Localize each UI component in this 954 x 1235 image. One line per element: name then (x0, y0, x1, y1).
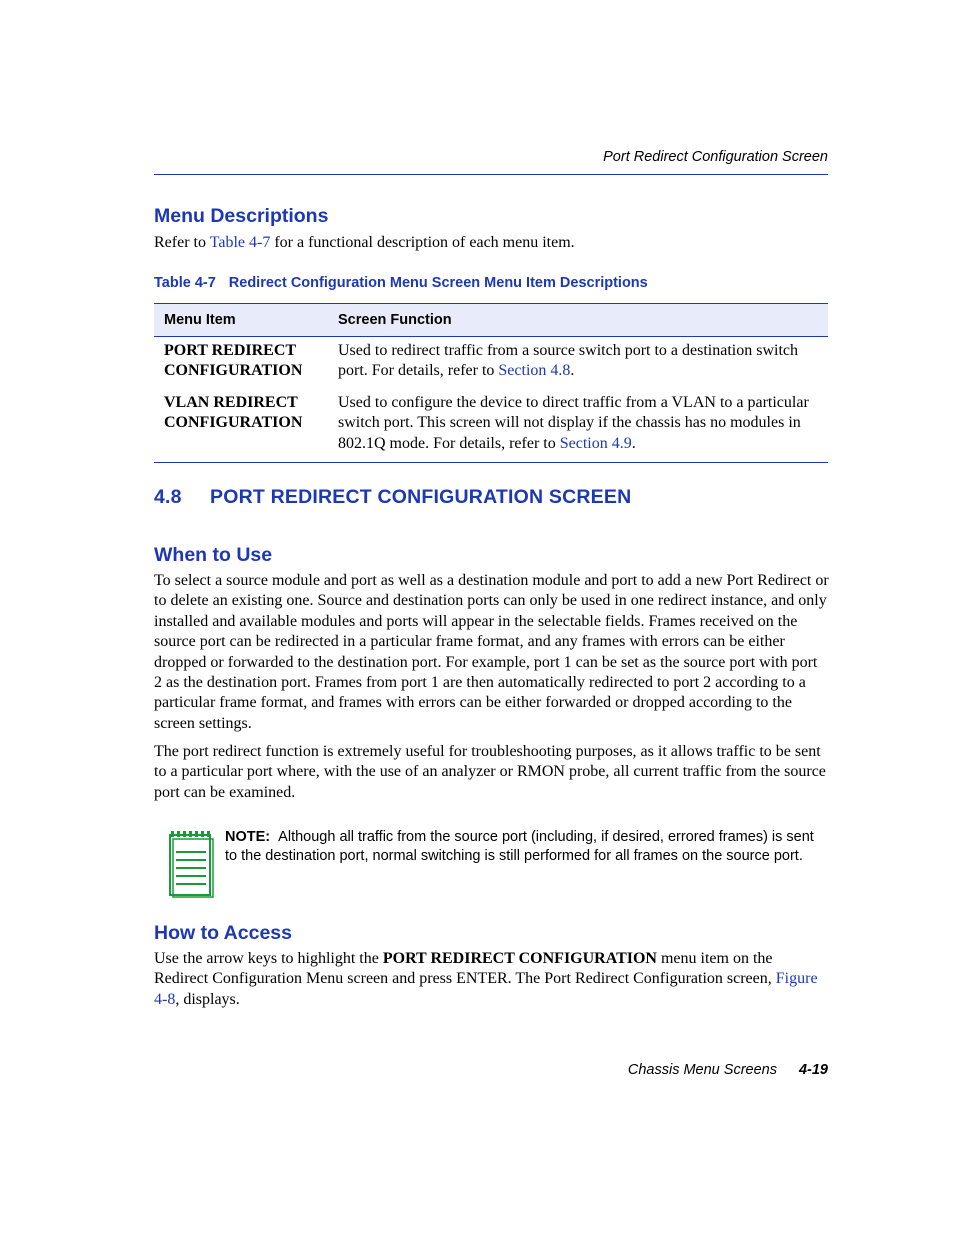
menu-item-cell (154, 389, 328, 463)
section-number: 4.8 (154, 486, 182, 508)
function-text: Used to redirect traffic from a source switch port to a destination switch port. For details, refer to (338, 342, 799, 380)
menu-item-line2: CONFIGURATION (164, 362, 303, 380)
section-4-8-link[interactable]: Section 4.8 (498, 362, 571, 380)
table-caption (154, 275, 648, 291)
menu-descriptions-heading: Menu Descriptions (154, 205, 329, 227)
footer-chapter: Chassis Menu Screens (627, 1062, 777, 1078)
note-box (154, 828, 829, 900)
note-body: Although all traffic from the source port (including, if desired, errored frames) is sent to the destination port, normal switching is still performed for all frames on the source port. (225, 829, 814, 865)
table-header-row (154, 304, 828, 337)
access-text-3: , displays. (175, 990, 240, 1008)
table-caption-title: Redirect Configuration Menu Screen Menu Item Descriptions (228, 275, 648, 291)
intro-prefix: Refer to (154, 234, 210, 251)
note-text (225, 828, 829, 867)
table-4-7-link[interactable]: Table 4-7 (209, 234, 271, 251)
menu-item-line2: CONFIGURATION (164, 414, 303, 432)
when-to-use-para2: The port redirect function is extremely useful for troubleshooting purposes, as it allows traffic to be sent to a particular port where, with the use of an analyzer or RMON probe, all current traffic from the source port can be examined. (154, 743, 826, 801)
access-menu-item: PORT REDIRECT CONFIGURATION (382, 950, 657, 967)
how-to-access-text (154, 949, 829, 1010)
section-heading (154, 486, 631, 509)
section-title: PORT REDIRECT CONFIGURATION SCREEN (210, 486, 632, 508)
note-label: NOTE: (225, 829, 271, 845)
page-number: 4-19 (798, 1062, 828, 1078)
menu-item-line1: VLAN REDIRECT (164, 393, 298, 411)
menu-item-cell (154, 337, 328, 389)
menu-item-line1: PORT REDIRECT (164, 342, 297, 359)
access-text-2: menu item on the Redirect Configuration Menu screen and press ENTER. The Port Redirect Configuration screen, (154, 950, 776, 988)
column-header-menu-item: Menu Item (154, 304, 328, 337)
intro-suffix: for a functional description of each menu item. (270, 234, 575, 251)
menu-descriptions-intro (154, 233, 829, 253)
column-header-screen-function: Screen Function (328, 304, 828, 337)
running-header-title: Port Redirect Configuration Screen (603, 149, 828, 165)
how-to-access-heading: How to Access (154, 922, 292, 944)
when-to-use-para1: To select a source module and port as well as a destination module and port to add a new Port Redirect or to delete an existing one. Source and destination ports can only be used in one redirect instance, and only installed and available modules and ports will appear in the selectable fields. Frames received on the source port can be redirected in a particular frame format, and any frames with errors can be either dropped or forwarded to the destination port. For example, port 1 can be set as the source port with port 2 as the destination port. Frames from port 1 are then automatically redirected to port 2 according to a particular frame format, and frames with errors can be either forwarded or dropped according to the screen settings. (154, 572, 829, 732)
function-suffix: . (570, 362, 575, 380)
when-to-use-heading: When to Use (154, 544, 273, 566)
screen-function-cell (328, 389, 828, 463)
running-header (154, 148, 828, 175)
figure-4-8-link[interactable]: Figure 4-8 (154, 970, 818, 1008)
notepad-icon (168, 830, 214, 898)
table-row (154, 389, 828, 463)
section-4-9-link[interactable]: Section 4.9 (559, 434, 632, 452)
screen-function-cell (328, 337, 828, 389)
access-text-1: Use the arrow keys to highlight the (154, 950, 383, 967)
function-suffix: . (631, 434, 636, 452)
table-row (154, 337, 828, 389)
table-caption-number: Table 4-7 (154, 275, 216, 291)
function-text: Used to configure the device to direct traffic from a VLAN to a particular switch port. This screen will not display if the chassis has no modules in 802.1Q mode. For details, refer to (338, 393, 809, 452)
menu-item-descriptions-table (154, 303, 828, 463)
running-footer (628, 1062, 828, 1078)
